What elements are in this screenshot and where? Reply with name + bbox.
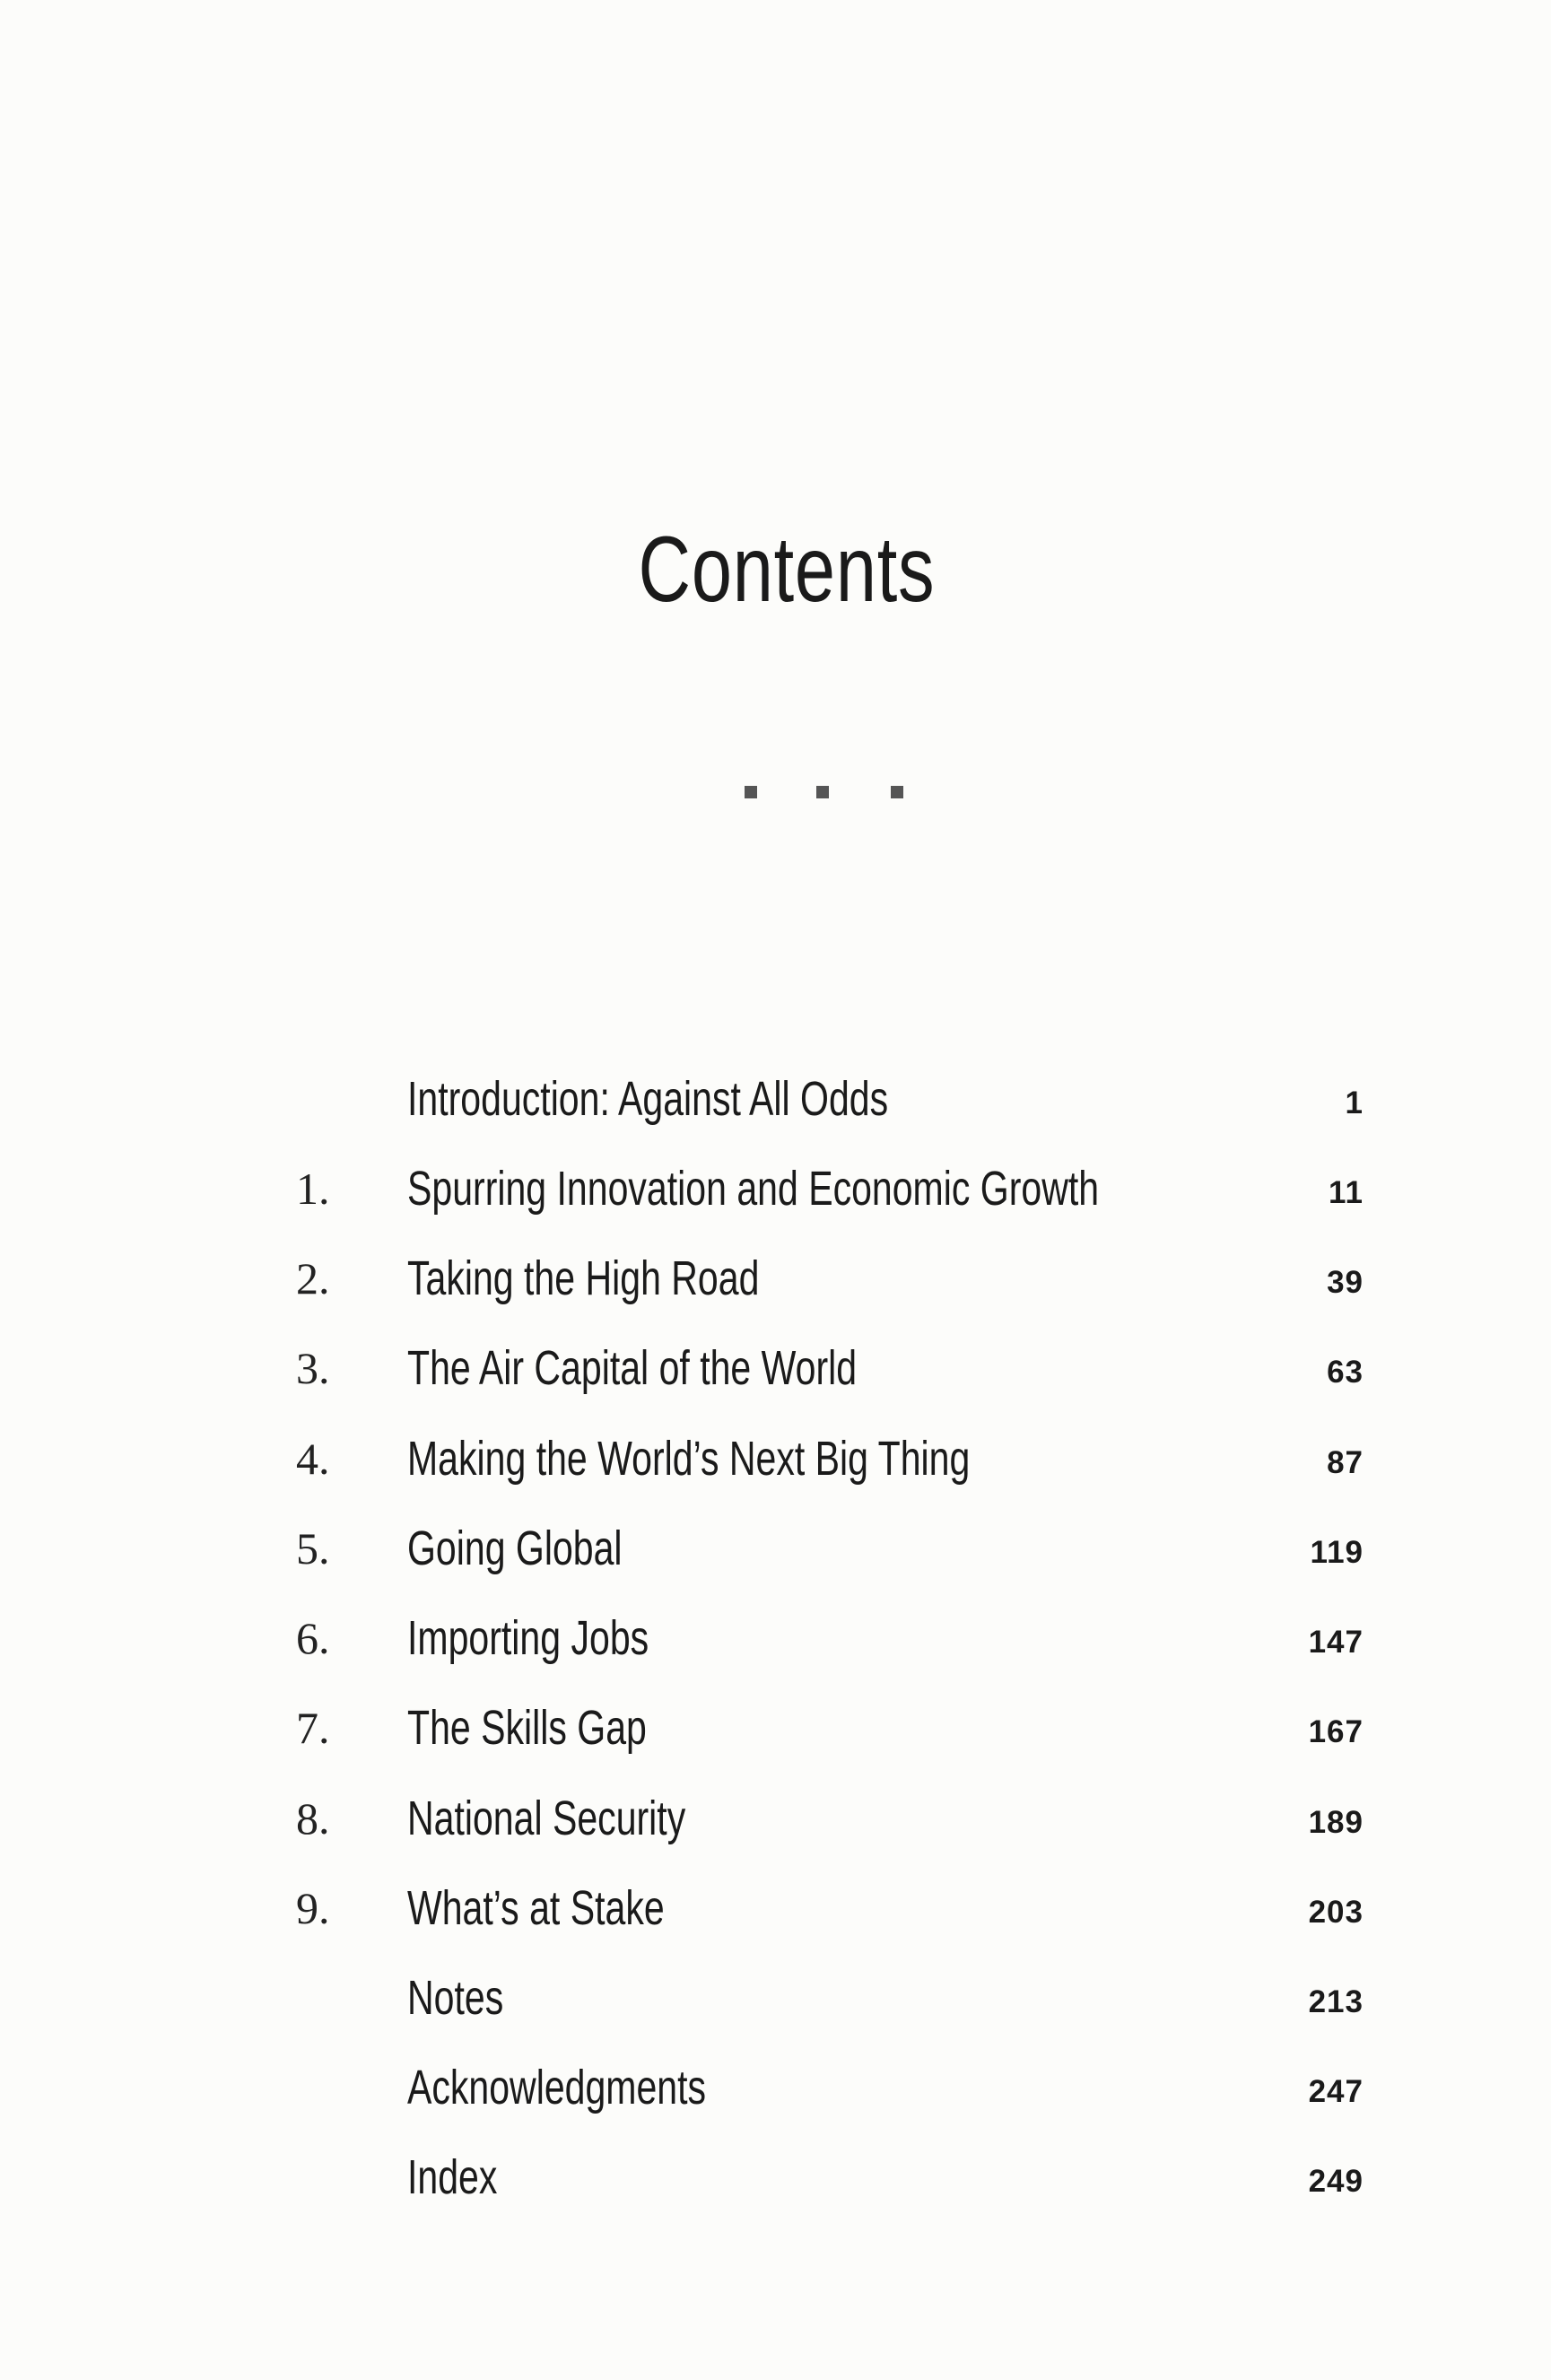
page-number: 1 (1345, 1085, 1364, 1120)
chapter-number: 5. (296, 1523, 330, 1574)
chapter-title: Index (407, 2150, 498, 2204)
chapter-title: Notes (407, 1971, 504, 2025)
page-number: 87 (1327, 1445, 1364, 1480)
page-number: 247 (1308, 2074, 1364, 2109)
toc-entry[interactable] (0, 1341, 1551, 1431)
chapter-number: 4. (296, 1434, 330, 1484)
toc-entry[interactable] (0, 2150, 1551, 2240)
toc-entry[interactable] (0, 1881, 1551, 1971)
page-number: 203 (1308, 1895, 1364, 1930)
page-number: 189 (1308, 1805, 1364, 1840)
chapter-title: The Skills Gap (407, 1701, 647, 1755)
chapter-title: Acknowledgments (407, 2061, 707, 2114)
chapter-number: 7. (296, 1703, 330, 1753)
page-number: 119 (1310, 1535, 1364, 1570)
toc-entry[interactable] (0, 1251, 1551, 1341)
chapter-number: 9. (296, 1883, 330, 1933)
toc-entry[interactable] (0, 1792, 1551, 1881)
chapter-title: The Air Capital of the World (407, 1341, 858, 1395)
toc-entry[interactable] (0, 1432, 1551, 1521)
page-title: Contents (638, 518, 936, 622)
page-number: 249 (1308, 2164, 1364, 2199)
page-number: 147 (1308, 1625, 1364, 1660)
chapter-title: Taking the High Road (407, 1251, 760, 1305)
chapter-number: 8. (296, 1793, 330, 1844)
chapter-number: 2. (296, 1253, 330, 1303)
page-number: 167 (1308, 1714, 1364, 1749)
page-number: 63 (1327, 1355, 1364, 1390)
chapter-number: 1. (296, 1164, 330, 1214)
chapter-title: Introduction: Against All Odds (407, 1072, 889, 1126)
chapter-number: 6. (296, 1613, 330, 1663)
toc-entry[interactable] (0, 2061, 1551, 2150)
chapter-title: Spurring Innovation and Economic Growth (407, 1162, 1100, 1216)
toc-entry[interactable] (0, 1072, 1551, 1162)
toc-entry[interactable] (0, 1971, 1551, 2061)
chapter-title: Going Global (407, 1521, 623, 1575)
chapter-number: 3. (296, 1343, 330, 1393)
chapter-title: Importing Jobs (407, 1611, 649, 1665)
page-number: 213 (1308, 1984, 1364, 2019)
chapter-title: What’s at Stake (407, 1881, 665, 1935)
toc-entry[interactable] (0, 1701, 1551, 1791)
chapter-title: Making the World’s Next Big Thing (407, 1432, 971, 1486)
toc-entry[interactable] (0, 1521, 1551, 1611)
toc-entry[interactable] (0, 1611, 1551, 1701)
page-number: 11 (1329, 1175, 1364, 1210)
toc-entry[interactable] (0, 1162, 1551, 1251)
page-number: 39 (1327, 1265, 1364, 1300)
chapter-title: National Security (407, 1792, 686, 1845)
